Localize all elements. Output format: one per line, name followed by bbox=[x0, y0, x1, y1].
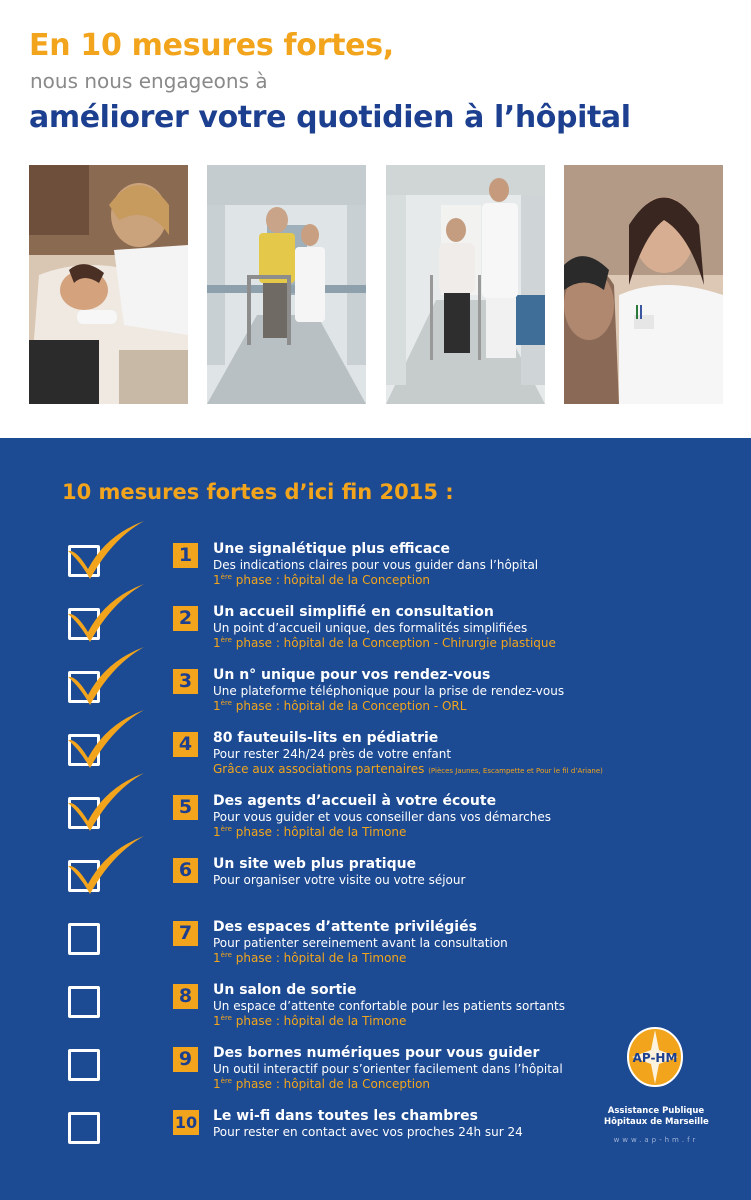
measure-number: 1 bbox=[173, 543, 198, 568]
headline-line-3: améliorer votre quotidien à l’hôpital bbox=[29, 100, 631, 135]
partners-list: (Pièces Jaunes, Escampette et Pour le fil d’Ariane) bbox=[428, 767, 603, 775]
checkmark-icon bbox=[62, 643, 148, 707]
checkbox-empty bbox=[68, 1049, 100, 1081]
checkbox-empty bbox=[68, 1112, 100, 1144]
ordinal-suffix: ère bbox=[220, 699, 232, 707]
measure-item bbox=[0, 858, 751, 918]
checkmark-icon bbox=[62, 769, 148, 833]
measure-description: Pour vous guider et vous conseiller dans vos démarches bbox=[213, 810, 551, 824]
measures-panel bbox=[0, 438, 751, 1200]
measure-description: Un point d’accueil unique, des formalités simplifiées bbox=[213, 621, 528, 635]
measure-number: 4 bbox=[173, 732, 198, 757]
ordinal-suffix: ère bbox=[220, 573, 232, 581]
measure-item bbox=[0, 921, 751, 981]
measure-title: Des espaces d’attente privilégiés bbox=[213, 919, 477, 935]
checkbox-empty bbox=[68, 986, 100, 1018]
aphm-logo bbox=[626, 1026, 684, 1088]
checkmark-icon bbox=[62, 517, 148, 581]
measure-number: 10 bbox=[173, 1110, 199, 1135]
measure-description: Une plateforme téléphonique pour la prise de rendez-vous bbox=[213, 684, 565, 698]
measure-note: 1ère phase : hôpital de la Conception bbox=[213, 573, 431, 587]
measure-note: 1ère phase : hôpital de la Timone bbox=[213, 1014, 407, 1028]
measure-description: Des indications claires pour vous guider dans l’hôpital bbox=[213, 558, 539, 572]
measure-title: Un accueil simplifié en consultation bbox=[213, 604, 494, 620]
measure-description: Un outil interactif pour s’orienter facilement dans l’hôpital bbox=[213, 1062, 563, 1076]
section-title: 10 mesures fortes d’ici fin 2015 : bbox=[62, 480, 454, 504]
org-name-line-2: Hôpitaux de Marseille bbox=[604, 1117, 709, 1127]
headline-line-1: En 10 mesures fortes, bbox=[29, 28, 394, 63]
photo-smiling-nurse bbox=[564, 165, 723, 404]
measure-title: Une signalétique plus efficace bbox=[213, 541, 451, 557]
measure-number: 8 bbox=[173, 984, 198, 1009]
measure-title: 80 fauteuils-lits en pédiatrie bbox=[213, 730, 439, 746]
measure-number: 6 bbox=[173, 858, 198, 883]
measure-title: Le wi-fi dans toutes les chambres bbox=[213, 1108, 478, 1124]
measure-note: Grâce aux associations partenaires (Pièces Jaunes, Escampette et Pour le fil d’Ariane) bbox=[213, 762, 603, 776]
ordinal-suffix: ère bbox=[220, 825, 232, 833]
measure-number: 9 bbox=[173, 1047, 198, 1072]
org-name-line-1: Assistance Publique bbox=[607, 1106, 705, 1116]
measure-title: Des agents d’accueil à votre écoute bbox=[213, 793, 497, 809]
photo-nurse-child bbox=[29, 165, 188, 404]
measure-description: Un espace d’attente confortable pour les patients sortants bbox=[213, 999, 565, 1013]
checkmark-icon bbox=[62, 580, 148, 644]
photo-crutches-corridor bbox=[386, 165, 545, 404]
org-url: www.ap-hm.fr bbox=[613, 1136, 699, 1144]
measure-note: 1ère phase : hôpital de la Timone bbox=[213, 825, 407, 839]
headline-line-2: nous nous engageons à bbox=[30, 69, 268, 93]
checkmark-icon bbox=[62, 706, 148, 770]
measure-title: Un site web plus pratique bbox=[213, 856, 417, 872]
measure-description: Pour patienter sereinement avant la consultation bbox=[213, 936, 508, 950]
measure-title: Un n° unique pour vos rendez-vous bbox=[213, 667, 491, 683]
measure-note: 1ère phase : hôpital de la Timone bbox=[213, 951, 407, 965]
ordinal-suffix: ère bbox=[220, 1014, 232, 1022]
logo-text: AP-HM bbox=[632, 1051, 678, 1065]
measure-number: 5 bbox=[173, 795, 198, 820]
checkbox-empty bbox=[68, 923, 100, 955]
measure-note: 1ère phase : hôpital de la Conception - Chirurgie plastique bbox=[213, 636, 556, 650]
ordinal-suffix: ère bbox=[220, 951, 232, 959]
ordinal-suffix: ère bbox=[220, 1077, 232, 1085]
measure-title: Un salon de sortie bbox=[213, 982, 357, 998]
header-area bbox=[0, 0, 751, 438]
measure-number: 2 bbox=[173, 606, 198, 631]
checkmark-icon bbox=[62, 832, 148, 896]
measure-description: Pour rester 24h/24 près de votre enfant bbox=[213, 747, 452, 761]
measure-title: Des bornes numériques pour vous guider bbox=[213, 1045, 540, 1061]
measure-description: Pour rester en contact avec vos proches 24h sur 24 bbox=[213, 1125, 523, 1139]
measure-number: 7 bbox=[173, 921, 198, 946]
measure-note: 1ère phase : hôpital de la Conception - ORL bbox=[213, 699, 467, 713]
measure-number: 3 bbox=[173, 669, 198, 694]
photo-walker-corridor bbox=[207, 165, 366, 404]
ordinal-suffix: ère bbox=[220, 636, 232, 644]
measure-description: Pour organiser votre visite ou votre séjour bbox=[213, 873, 466, 887]
measure-note: 1ère phase : hôpital de la Conception bbox=[213, 1077, 431, 1091]
